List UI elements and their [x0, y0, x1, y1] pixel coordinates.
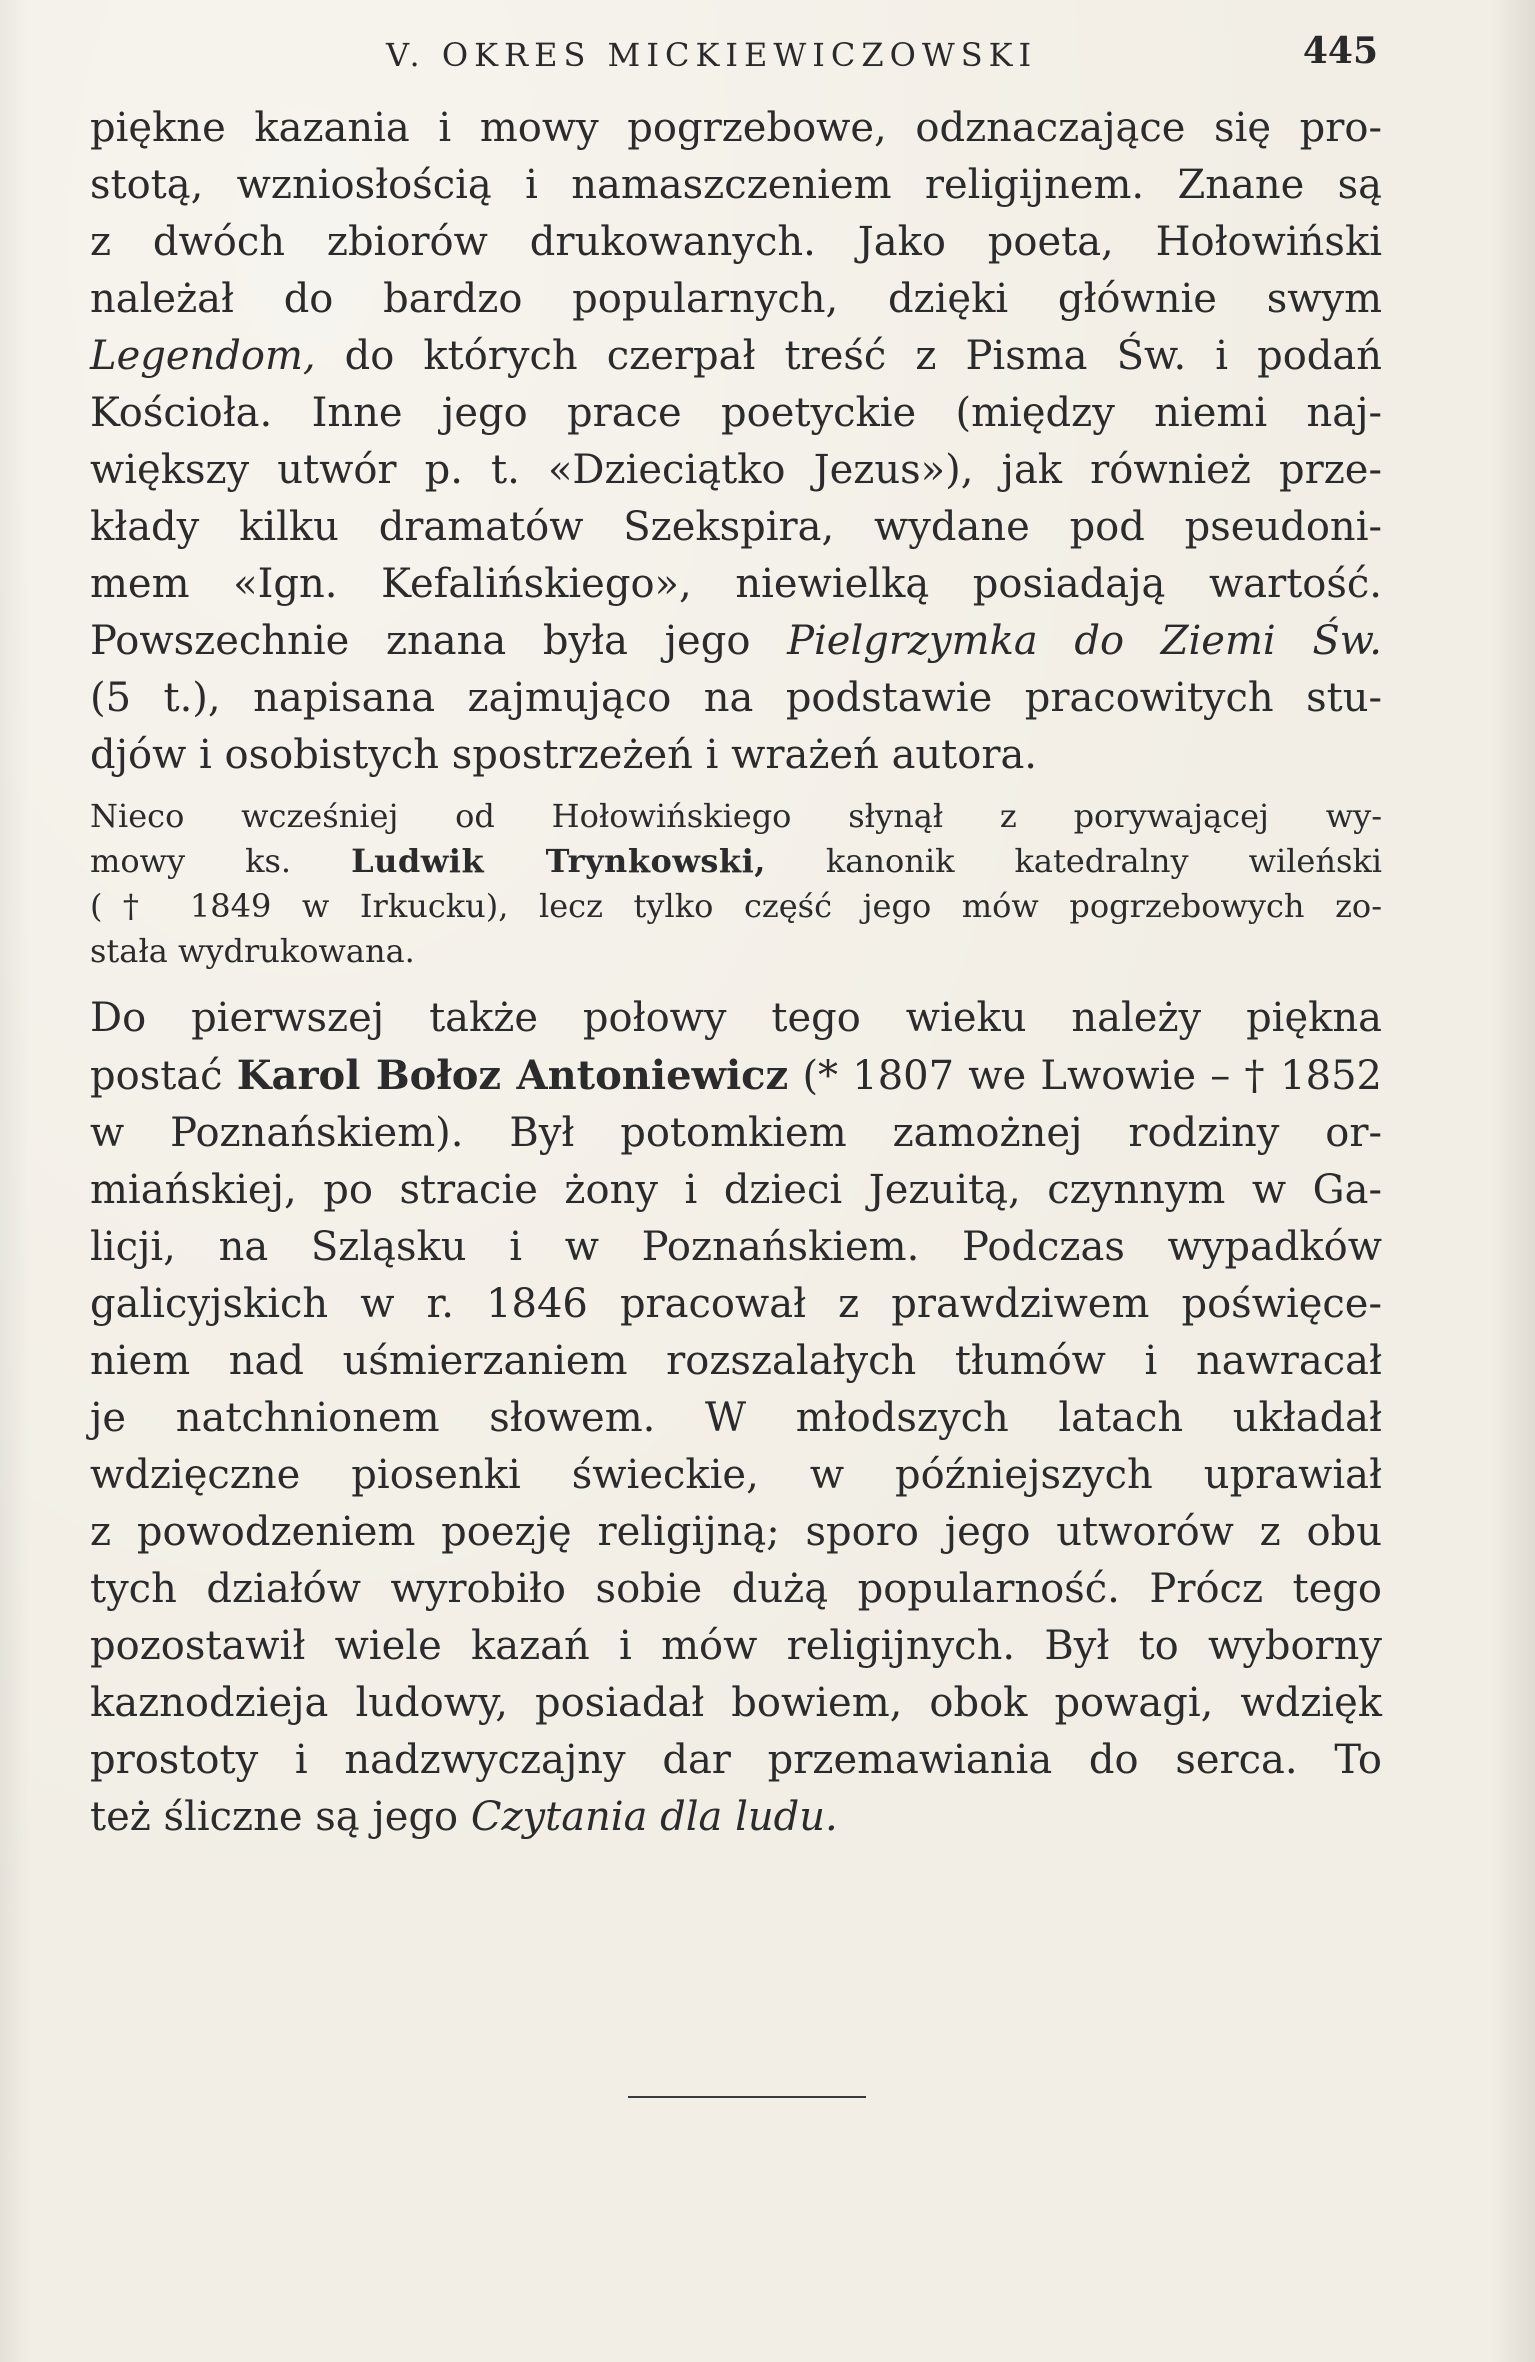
text-line: miańskiej, po stracie żony i dzieci Jezuitą, czynnym w Ga-: [90, 1167, 1382, 1213]
person-name-antoniewicz: Karol Bołoz Antoniewicz: [236, 1052, 789, 1099]
title-legendy: Legendom,: [90, 333, 316, 379]
text-fragment: mowy ks.: [90, 842, 352, 880]
paragraph-trynkowski: [90, 794, 1382, 974]
text-line: w Poznańskiem). Był potomkiem zamożnej rodziny or-: [90, 1110, 1382, 1156]
person-name-trynkowski: Ludwik Trynkowski,: [351, 842, 766, 880]
text-line: [90, 1047, 1382, 1105]
page-body: [90, 100, 1382, 1846]
text-line: Kościoła. Inne jego prace poetyckie (między niemi naj-: [90, 390, 1382, 436]
text-line: licji, na Szląsku i w Poznańskiem. Podczas wypadków: [90, 1224, 1382, 1270]
text-fragment: postać: [90, 1053, 237, 1099]
text-line: z dwóch zbiorów drukowanych. Jako poeta, Hołowiński: [90, 219, 1382, 265]
text-line: Do pierwszej także połowy tego wieku należy piękna: [90, 995, 1382, 1041]
text-line: należał do bardzo popularnych, dzięki głównie swym: [90, 276, 1382, 322]
text-line: (5 t.), napisana zajmująco na podstawie pracowitych stu-: [90, 675, 1382, 721]
text-line: stała wydrukowana.: [90, 932, 415, 970]
text-line: kaznodzieja ludowy, posiadał bowiem, obok powagi, wdzięk: [90, 1680, 1382, 1726]
text-fragment: Powszechnie znana była jego: [90, 618, 788, 664]
section-end-rule: [628, 2096, 866, 2098]
text-line: piękne kazania i mowy pogrzebowe, odznaczające się pro-: [90, 105, 1382, 151]
text-line: niem nad uśmierzaniem rozszalałych tłumów i nawracał: [90, 1338, 1382, 1384]
text-fragment: też śliczne są jego: [90, 1794, 471, 1840]
paragraph-antoniewicz: [90, 990, 1382, 1846]
title-czytania: Czytania dla ludu.: [470, 1794, 838, 1840]
text-fragment: (* 1807 we Lwowie – † 1852: [788, 1053, 1382, 1099]
title-pielgrzymka: Pielgrzymka do Ziemi Św.: [787, 618, 1382, 664]
text-line: [90, 328, 1382, 385]
text-line: tych działów wyrobiło sobie dużą popularność. Prócz tego: [90, 1566, 1382, 1612]
text-fragment: do których czerpał treść z Pisma Św. i podań: [315, 333, 1382, 379]
text-line: galicyjskich w r. 1846 pracował z prawdziwem poświęce-: [90, 1281, 1382, 1327]
text-line: djów i osobistych spostrzeżeń i wrażeń autora.: [90, 732, 1038, 778]
text-line: [90, 839, 1382, 884]
text-line: [90, 613, 1382, 670]
text-line: stotą, wzniosłością i namaszczeniem religijnem. Znane są: [90, 162, 1382, 208]
text-line: je natchnionem słowem. W młodszych latach układał: [90, 1395, 1382, 1441]
text-line: († 1849 w Irkucku), lecz tylko część jego mów pogrzebowych zo-: [90, 887, 1382, 925]
paragraph-holowinski: [90, 100, 1382, 784]
text-line: kłady kilku dramatów Szekspira, wydane pod pseudoni-: [90, 504, 1382, 550]
text-line: Nieco wcześniej od Hołowińskiego słynął z porywającej wy-: [90, 797, 1382, 835]
text-line: większy utwór p. t. «Dzieciątko Jezus»), jak również prze-: [90, 447, 1382, 493]
text-line: z powodzeniem poezję religijną; sporo jego utworów z obu: [90, 1509, 1382, 1555]
text-line: wdzięczne piosenki świeckie, w późniejszych uprawiał: [90, 1452, 1382, 1498]
text-line: mem «Ign. Kefalińskiego», niewielką posiadają wartość.: [90, 561, 1382, 607]
page-number: 445: [1302, 30, 1378, 72]
running-head: V. OKRES MICKIEWICZOWSKI: [386, 36, 1038, 74]
text-line: [90, 1789, 1382, 1846]
page-header: [90, 28, 1382, 88]
text-line: prostoty i nadzwyczajny dar przemawiania do serca. To: [90, 1737, 1382, 1783]
text-fragment: kanonik katedralny wileński: [765, 842, 1383, 880]
text-line: pozostawił wiele kazań i mów religijnych. Był to wyborny: [90, 1623, 1382, 1669]
